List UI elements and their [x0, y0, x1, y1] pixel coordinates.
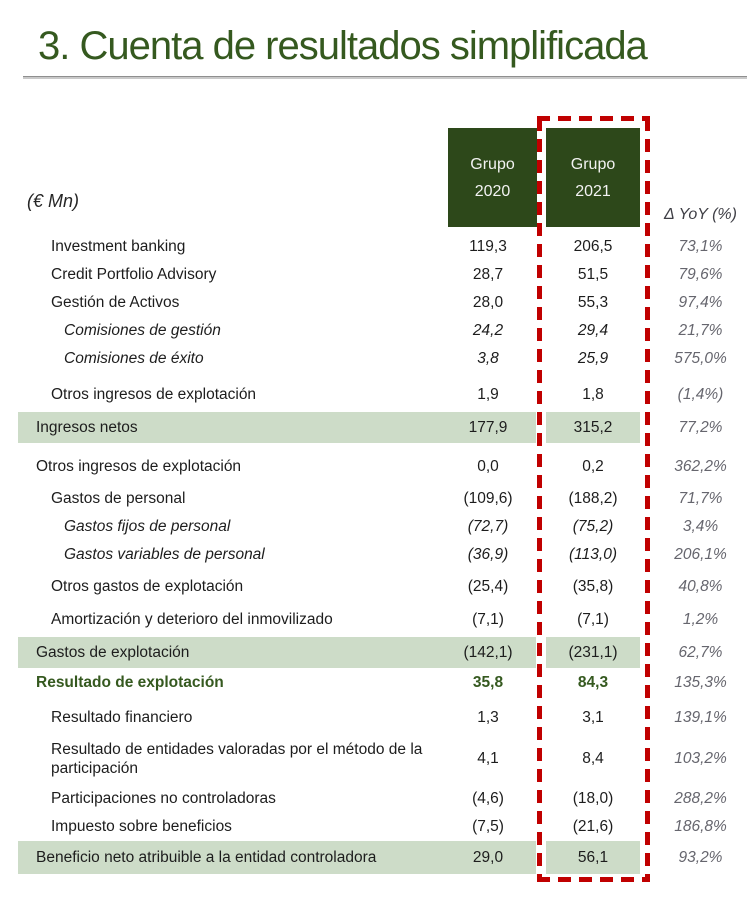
value-grupo-2021: (18,0): [572, 790, 614, 807]
value-grupo-2021: 25,9: [577, 350, 609, 367]
value-grupo-2021: 315,2: [546, 412, 640, 443]
title-rule: [23, 76, 747, 79]
value-grupo-2020: (7,5): [472, 818, 504, 835]
table-row: [18, 289, 745, 317]
row-label: Gastos de explotación: [36, 643, 190, 661]
table-row: [18, 233, 745, 261]
row-label: Otros ingresos de explotación: [51, 386, 257, 404]
value-grupo-2020: 119,3: [469, 238, 507, 255]
value-yoy: 135,3%: [674, 673, 727, 691]
value-yoy: 103,2%: [674, 750, 727, 767]
value-grupo-2021: (188,2): [568, 490, 618, 507]
value-grupo-2020: 4,1: [477, 750, 499, 767]
value-grupo-2021: 55,3: [577, 294, 609, 311]
value-yoy: 62,7%: [678, 643, 723, 661]
value-yoy: 288,2%: [674, 790, 727, 807]
column-header-grupo-2020-line2: 2020: [474, 182, 511, 200]
value-grupo-2021: (35,8): [572, 578, 614, 595]
value-grupo-2021: 84,3: [577, 673, 609, 691]
row-lead: [18, 381, 536, 409]
row-lead: [18, 412, 536, 443]
row-label: Gastos fijos de personal: [64, 518, 231, 536]
highlight-dashed-border-right: [645, 118, 650, 878]
row-lead: [18, 813, 536, 841]
row-label: Impuesto sobre beneficios: [51, 818, 232, 836]
row-label: Resultado de explotación: [36, 673, 224, 691]
table-row: [18, 541, 745, 569]
table-row: [18, 513, 745, 541]
value-grupo-2020: (4,6): [472, 790, 504, 807]
table-row: [18, 606, 745, 634]
row-lead: [18, 733, 536, 785]
value-grupo-2021: (231,1): [546, 637, 640, 668]
value-grupo-2020: 177,9: [468, 418, 508, 436]
value-grupo-2021: (113,0): [569, 546, 617, 563]
row-lead: [18, 637, 536, 668]
column-header-yoy: Δ YoY (%): [664, 206, 737, 223]
row-label: Otros ingresos de explotación: [36, 458, 242, 476]
value-yoy: 139,1%: [674, 709, 727, 726]
value-grupo-2020: (142,1): [463, 643, 513, 661]
value-yoy: 3,4%: [682, 518, 719, 535]
value-grupo-2021: 51,5: [577, 266, 609, 283]
value-yoy: 575,0%: [674, 350, 727, 367]
table-row: [18, 345, 745, 373]
row-label: Otros gastos de explotación: [51, 578, 244, 596]
value-grupo-2021: 8,4: [582, 750, 604, 767]
value-grupo-2020: 0,0: [477, 458, 499, 475]
value-grupo-2021: 1,8: [582, 386, 604, 403]
value-grupo-2021: 0,2: [582, 458, 604, 475]
value-yoy: 93,2%: [678, 848, 723, 866]
row-lead: [18, 785, 536, 813]
row-lead: [18, 513, 536, 541]
value-grupo-2020: (7,1): [472, 611, 504, 628]
row-label: Resultado de entidades valoradas por el método de la participación: [51, 740, 423, 777]
row-label: Gastos de personal: [51, 490, 186, 508]
row-lead: [18, 485, 536, 513]
value-yoy: 79,6%: [678, 266, 723, 283]
page-title: 3. Cuenta de resultados simplificada: [38, 24, 647, 68]
value-grupo-2020: 28,7: [472, 266, 504, 283]
row-label: Beneficio neto atribuible a la entidad controladora: [36, 848, 377, 866]
row-lead: [18, 345, 536, 373]
value-yoy: 206,1%: [674, 546, 727, 563]
value-grupo-2020: 1,3: [477, 709, 499, 726]
column-header-grupo-2020: [448, 128, 537, 227]
value-grupo-2020: (25,4): [467, 578, 509, 595]
row-lead: [18, 704, 536, 732]
row-lead: [18, 541, 536, 569]
value-grupo-2021: 3,1: [582, 709, 604, 726]
value-yoy: 97,4%: [678, 294, 723, 311]
table-row: [18, 841, 745, 874]
value-yoy: 77,2%: [678, 418, 723, 436]
highlight-dashed-border-bottom: [537, 877, 650, 882]
row-lead: [18, 573, 536, 601]
row-lead: [18, 233, 536, 261]
highlight-dashed-border-left: [537, 118, 542, 878]
row-label: Gastos variables de personal: [64, 546, 265, 564]
row-label: Ingresos netos: [36, 418, 138, 436]
value-yoy: 1,2%: [682, 611, 719, 628]
row-lead: [18, 668, 536, 697]
income-statement-table: [18, 233, 745, 874]
row-lead: [18, 841, 536, 874]
row-label: Gestión de Activos: [51, 294, 180, 312]
value-yoy: (1,4%): [677, 386, 724, 403]
column-header-grupo-2021-line1: Grupo: [570, 155, 616, 173]
row-label: Credit Portfolio Advisory: [51, 266, 217, 284]
table-row: [18, 412, 745, 443]
table-row: [18, 453, 745, 481]
table-row: [18, 317, 745, 345]
table-row: [18, 733, 745, 785]
value-grupo-2021: 206,5: [573, 238, 613, 255]
table-row: [18, 637, 745, 668]
value-grupo-2020: 24,2: [472, 322, 504, 339]
column-header-grupo-2021-line2: 2021: [575, 182, 611, 200]
table-row: [18, 573, 745, 601]
value-grupo-2020: (36,9): [467, 546, 509, 563]
row-label: Comisiones de éxito: [64, 350, 204, 368]
value-yoy: 362,2%: [674, 458, 727, 475]
value-yoy: 186,8%: [674, 818, 727, 835]
row-lead: [18, 317, 536, 345]
value-grupo-2021: 29,4: [577, 322, 609, 339]
row-label: Amortización y deterioro del inmovilizado: [51, 611, 333, 629]
row-label: Resultado financiero: [51, 709, 193, 727]
table-row: [18, 261, 745, 289]
row-label: Investment banking: [51, 238, 186, 256]
table-row: [18, 704, 745, 732]
value-grupo-2021: 56,1: [546, 841, 640, 874]
table-row: [18, 381, 745, 409]
value-grupo-2021: (75,2): [572, 518, 614, 535]
value-grupo-2020: (109,6): [463, 490, 513, 507]
value-yoy: 40,8%: [678, 578, 723, 595]
row-label: Comisiones de gestión: [64, 322, 221, 340]
value-grupo-2020: 3,8: [477, 350, 499, 367]
highlight-dashed-border-top: [537, 116, 650, 121]
value-grupo-2021: (7,1): [577, 611, 609, 628]
value-grupo-2020: 28,0: [472, 294, 504, 311]
table-row: [18, 668, 745, 697]
row-lead: [18, 453, 536, 481]
row-lead: [18, 606, 536, 634]
value-grupo-2020: (72,7): [467, 518, 509, 535]
table-row: [18, 485, 745, 513]
value-yoy: 71,7%: [678, 490, 723, 507]
table-row: [18, 813, 745, 841]
row-label: Participaciones no controladoras: [51, 790, 276, 808]
row-lead: [18, 289, 536, 317]
units-label: (€ Mn): [27, 191, 80, 211]
value-yoy: 21,7%: [678, 322, 723, 339]
value-grupo-2020: 29,0: [472, 848, 504, 866]
column-header-grupo-2020-line1: Grupo: [470, 155, 515, 173]
value-yoy: 73,1%: [678, 238, 723, 255]
row-lead: [18, 261, 536, 289]
value-grupo-2020: 1,9: [477, 386, 499, 403]
value-grupo-2021: (21,6): [572, 818, 614, 835]
table-row: [18, 785, 745, 813]
column-header-grupo-2021: [546, 128, 640, 227]
value-grupo-2020: 35,8: [472, 673, 504, 691]
